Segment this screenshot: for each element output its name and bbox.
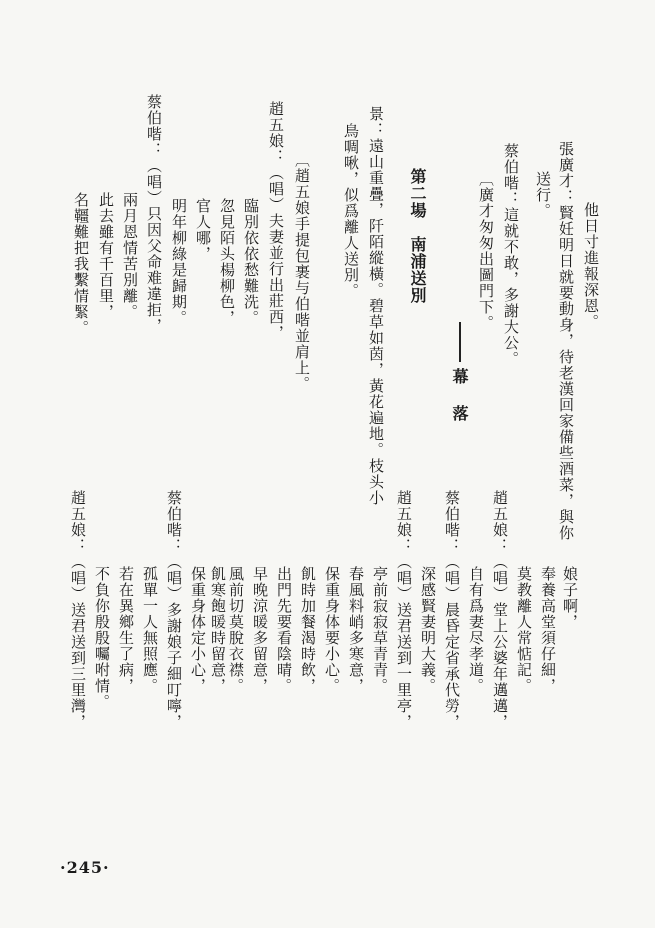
dialogue-line: 官人哪， [194, 198, 212, 262]
dialogue-line: 保重身体定小心， [189, 566, 207, 694]
dialogue-line: 不負你殷殷囑咐情。 [93, 566, 111, 710]
dialogue-line: 趙五娘：（唱）送君送到三里灣， [69, 490, 87, 730]
dialogue-line: 奉養高堂須仔細， [539, 566, 557, 694]
dialogue-line: 莫教離人常惦記。 [515, 566, 533, 694]
dialogue-line: 蔡伯喈：（唱）多謝娘子細叮嚀， [165, 490, 183, 730]
dialogue-line: 忽見陌头楊柳色， [218, 198, 236, 326]
curtain-dash [459, 322, 461, 362]
dialogue-line: 蔡伯喈：（唱）晨昏定省承代勞， [443, 490, 461, 730]
text-column: 送行。 [534, 171, 552, 219]
dialogue-line: 深感賢妻明大義。 [419, 566, 437, 694]
dialogue-line: 自有爲妻尽孝道。 [467, 566, 485, 694]
dialogue-line: 孤單一人無照應。 [141, 566, 159, 694]
text-column: 他日寸進報深恩。 [582, 202, 600, 330]
dialogue-line: 蔡伯喈：（唱）只因父命难違拒， [145, 94, 163, 334]
dialogue-line: 臨別依依愁難洗。 [242, 198, 260, 326]
dialogue-line: 早晚涼暖多留意， [251, 566, 269, 694]
dialogue-line: 飢時加餐渴時飲， [299, 566, 317, 694]
page-number: ·245· [60, 858, 110, 877]
dialogue-line: 春風料峭多寒意， [347, 566, 365, 694]
setting-text: 景：遠山重疊，阡陌縱橫。碧草如茵，黃花遍地。枝头小 [367, 106, 385, 506]
dialogue-line: 兩月恩情苦別離。 [121, 192, 139, 320]
stage-direction: 〔廣才匆匆出圖門下。 [477, 171, 495, 331]
dialogue-line: 風前切莫脫衣襟。 [227, 566, 245, 694]
curtain-text: 幕 落 [450, 368, 469, 422]
dialogue-line: 趙五娘：（唱）堂上公婆年邁邁， [491, 490, 509, 730]
text-column: 張廣才：賢妊明日就要動身，待老漢回家備些酒菜，與你 [557, 141, 575, 541]
dialogue-line: 保重身体要小心。 [323, 566, 341, 694]
text-column: 蔡伯喈：這就不敢，多謝大公。 [502, 143, 520, 367]
stage-direction: 〔趙五娘手提包裹与伯喈並肩上。 [293, 152, 311, 392]
dialogue-line: 出門先要看陰晴。 [275, 566, 293, 694]
dialogue-line: 趙五娘：（唱）送君送到一里亭， [395, 490, 413, 730]
dialogue-line: 此去雖有千百里， [97, 192, 115, 320]
dialogue-line: 亭前寂寂草青青。 [371, 566, 389, 694]
dialogue-line: 名韁難把我繫情緊。 [72, 192, 90, 336]
dialogue-line: 娘子啊， [561, 566, 579, 630]
dialogue-line: 明年柳綠是歸期。 [170, 198, 188, 326]
dialogue-line: 趙五娘：（唱）夫妻並行出莊西， [267, 101, 285, 341]
scene-title: 第二場 南浦送別 [408, 168, 427, 304]
dialogue-line: 若在異鄉生了病， [117, 566, 135, 694]
setting-text: 鳥啁啾，似爲離人送別。 [342, 123, 360, 299]
dialogue-line: 飢寒飽暖時留意， [209, 566, 227, 694]
